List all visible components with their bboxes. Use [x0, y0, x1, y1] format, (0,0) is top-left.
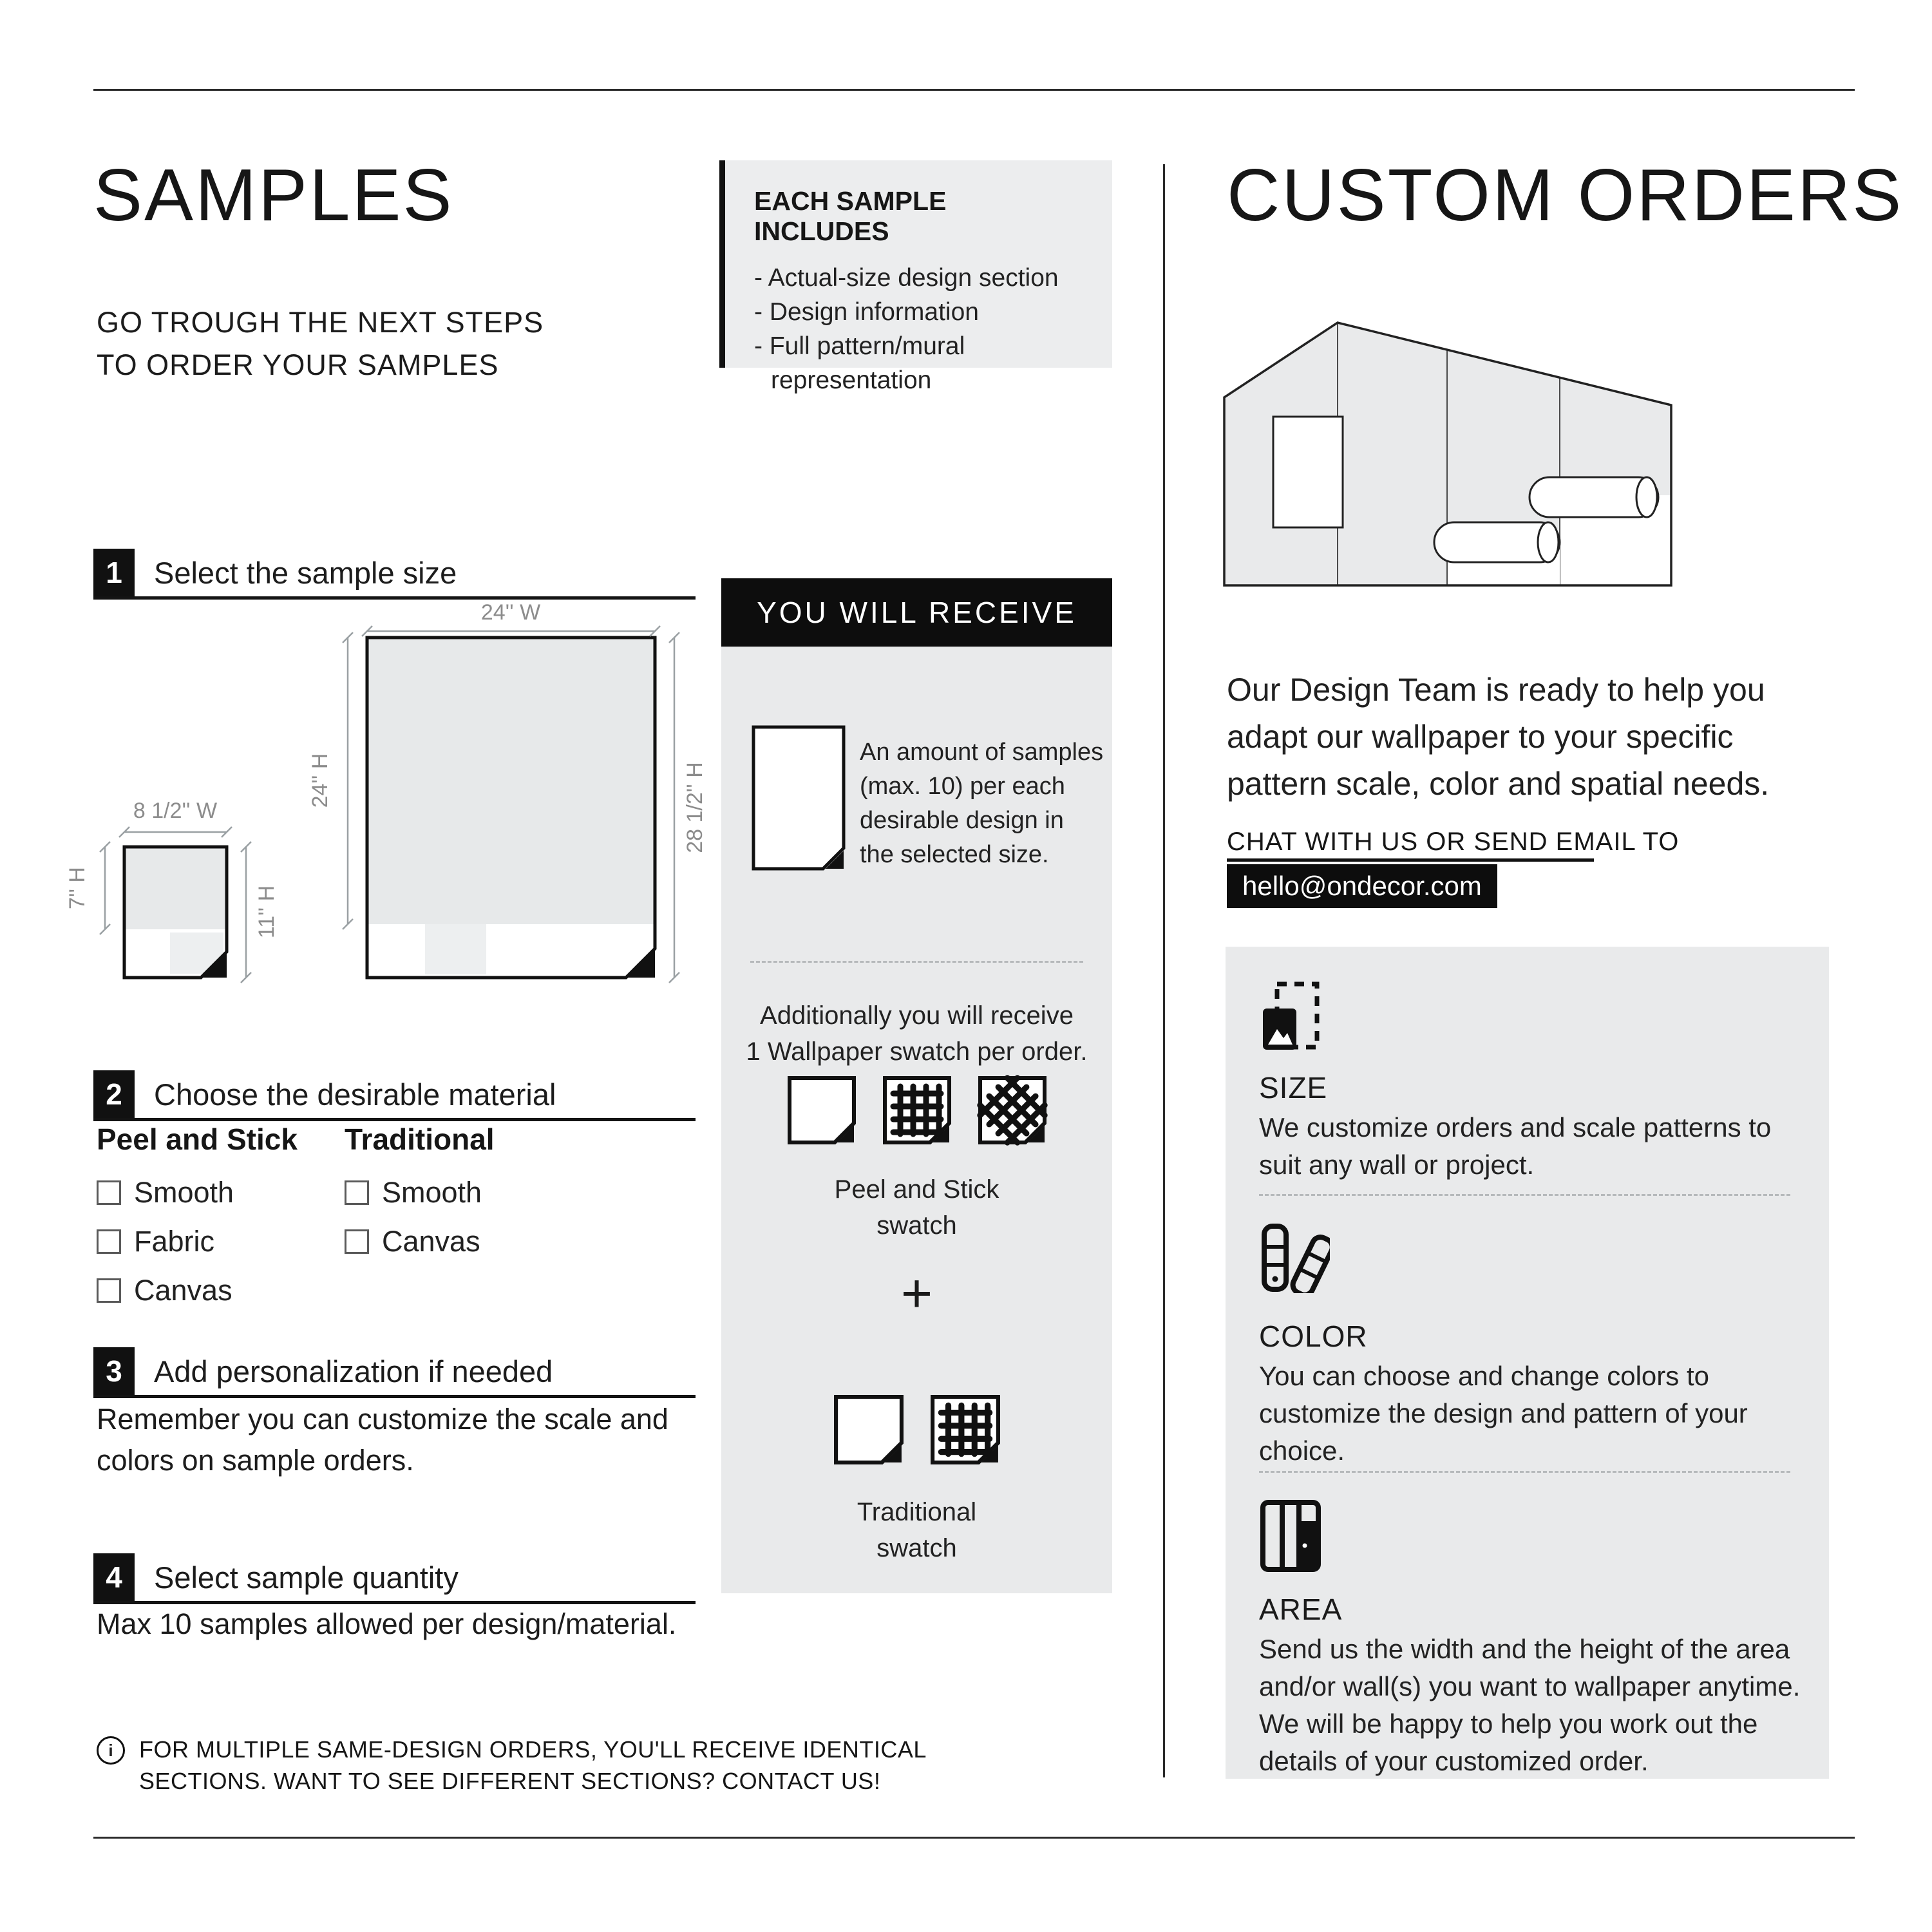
column-divider — [1163, 164, 1165, 1777]
door-handle — [1303, 1544, 1307, 1548]
option-label: Smooth — [382, 1176, 482, 1209]
material-option-smooth[interactable] — [345, 1176, 495, 1209]
feature-title-size: SIZE — [1259, 1071, 1328, 1104]
includes-item: - Design information — [754, 298, 979, 326]
custom-features-box — [1226, 947, 1829, 1779]
info-icon: i — [97, 1736, 125, 1765]
includes-item: - Full pattern/mural representation — [754, 332, 965, 394]
custom-paragraph — [1227, 667, 1871, 808]
traditional-swatch-row — [721, 1394, 1112, 1466]
wall-area-icon — [1259, 1499, 1323, 1573]
additional-line: Additionally you will receive — [760, 1001, 1074, 1030]
option-label: Smooth — [134, 1176, 234, 1209]
blank-swatch-icon — [786, 1075, 857, 1146]
option-label: Fabric — [134, 1225, 215, 1258]
feature-title-area: AREA — [1259, 1593, 1343, 1626]
option-label: Canvas — [382, 1225, 480, 1258]
material-option-canvas[interactable] — [345, 1225, 495, 1258]
step-number-badge: 1 — [93, 549, 135, 596]
note-text — [139, 1734, 927, 1797]
plus-icon: + — [900, 1263, 933, 1323]
sample-page-icon — [750, 724, 847, 872]
grid-swatch-icon — [882, 1075, 952, 1146]
paragraph-line: pattern scale, color and spatial needs. — [1227, 766, 1770, 802]
includes-item: - Actual-size design section — [754, 264, 1059, 292]
feature-text-color: You can choose and change colors to customize the design and pattern of your choice. — [1259, 1361, 1748, 1466]
wallpaper-roll-icon — [1434, 522, 1560, 562]
peel-swatch-row — [721, 1075, 1112, 1146]
feature-text-area: Send us the width and the height of the area and/or wall(s) you want to wallpaper anytime. We will be happy to help you work out the details of your customized order. — [1259, 1634, 1801, 1776]
step-label: Choose the desirable material — [154, 1077, 556, 1112]
option-label: Canvas — [134, 1274, 232, 1307]
dashed-divider — [1259, 1471, 1790, 1473]
label-line: swatch — [876, 1211, 957, 1240]
step-3-text: Remember you can customize the scale and colors on sample orders. — [97, 1403, 668, 1477]
sample-size-diagram — [64, 580, 721, 1043]
feature-text-size: We customize orders and scale patterns to suit any wall or project. — [1259, 1112, 1772, 1180]
step-label: Add personalization if needed — [154, 1354, 553, 1388]
samples-title: SAMPLES — [93, 155, 454, 236]
top-divider — [93, 89, 1855, 91]
label-line: Traditional — [857, 1498, 977, 1526]
peel-swatch-label — [721, 1171, 1112, 1244]
step-number-badge: 2 — [93, 1070, 135, 1118]
step-4-text: Max 10 samples allowed per design/material. — [97, 1607, 677, 1640]
receive-panel — [721, 647, 1112, 1593]
email-link[interactable]: hello@ondecor.com — [1227, 864, 1497, 908]
blank-swatch-icon — [833, 1394, 905, 1466]
material-group-title: Peel and Stick — [97, 1122, 298, 1156]
material-option-fabric[interactable] — [97, 1225, 298, 1258]
you-will-receive-banner — [721, 578, 1112, 647]
amount-text: An amount of samples (max. 10) per each desirable design in the selected size. — [860, 739, 1104, 868]
each-sample-includes-box — [719, 160, 1112, 394]
step-number-badge: 4 — [93, 1553, 135, 1601]
step-label: Select the sample size — [154, 555, 457, 590]
dim-label-small-width: 8 1/2'' W — [133, 799, 218, 823]
window — [1273, 417, 1343, 527]
additional-line: 1 Wallpaper swatch per order. — [746, 1037, 1088, 1066]
dim-label-large-inner-height: 24'' H — [308, 753, 332, 808]
dim-label-small-inner-height: 7'' H — [65, 867, 90, 909]
step-number-badge: 3 — [93, 1347, 135, 1395]
paragraph-line: adapt our wallpaper to your specific — [1227, 719, 1734, 755]
includes-title: EACH SAMPLE INCLUDES — [754, 186, 947, 246]
material-traditional-column — [345, 1122, 495, 1258]
material-option-canvas[interactable] — [97, 1274, 298, 1307]
large-sample-inner-square — [425, 924, 486, 974]
step-4-header — [93, 1553, 696, 1604]
large-sample-design-area — [368, 639, 654, 924]
samples-intro — [97, 301, 544, 386]
intro-line: TO ORDER YOUR SAMPLES — [97, 348, 499, 381]
checkbox-icon[interactable] — [345, 1180, 369, 1205]
note-line: SECTIONS. WANT TO SEE DIFFERENT SECTIONS? CONTACT US! — [139, 1768, 881, 1794]
banner-label: YOU WILL RECEIVE — [757, 596, 1077, 629]
material-group-title: Traditional — [345, 1122, 495, 1156]
step-3-header — [93, 1347, 696, 1398]
checkbox-icon[interactable] — [97, 1229, 121, 1254]
paragraph-line: Our Design Team is ready to help you — [1227, 672, 1765, 708]
note-line: FOR MULTIPLE SAME-DESIGN ORDERS, YOU'LL RECEIVE IDENTICAL — [139, 1736, 927, 1763]
crop-size-icon — [1259, 980, 1323, 1054]
dim-label-large-width: 24'' W — [480, 600, 541, 625]
bottom-divider — [93, 1837, 1855, 1839]
label-line: swatch — [876, 1534, 957, 1562]
wallpaper-house-illustration — [1220, 319, 1678, 596]
feature-title-color: COLOR — [1259, 1320, 1368, 1353]
email-badge-wrap — [1227, 864, 1497, 908]
color-swatches-icon — [1259, 1222, 1330, 1293]
material-peel-column — [97, 1122, 298, 1307]
grid-swatch-icon — [929, 1394, 1001, 1466]
dim-label-small-outer-height: 11'' H — [254, 885, 279, 939]
dashed-divider — [750, 961, 1083, 963]
checkbox-icon[interactable] — [345, 1229, 369, 1254]
material-option-smooth[interactable] — [97, 1176, 298, 1209]
custom-orders-title: CUSTOM ORDERS — [1227, 155, 1904, 236]
dim-label-large-outer-height: 28 1/2'' H — [683, 762, 707, 853]
traditional-swatch-label — [721, 1494, 1112, 1566]
label-line: Peel and Stick — [834, 1175, 999, 1204]
checkbox-icon[interactable] — [97, 1278, 121, 1303]
step-2-header — [93, 1070, 696, 1121]
step-label: Select sample quantity — [154, 1560, 459, 1595]
same-design-note — [97, 1734, 934, 1797]
wallpaper-roll-icon — [1530, 477, 1658, 517]
crosshatch-swatch-icon — [977, 1075, 1048, 1146]
dashed-divider — [1259, 1194, 1790, 1196]
intro-line: GO TROUGH THE NEXT STEPS — [97, 306, 544, 339]
additional-text — [721, 998, 1112, 1070]
chat-label: CHAT WITH US OR SEND EMAIL TO — [1227, 828, 1680, 856]
small-sample-design-area — [126, 848, 225, 929]
checkbox-icon[interactable] — [97, 1180, 121, 1205]
chat-underline — [1227, 858, 1594, 862]
